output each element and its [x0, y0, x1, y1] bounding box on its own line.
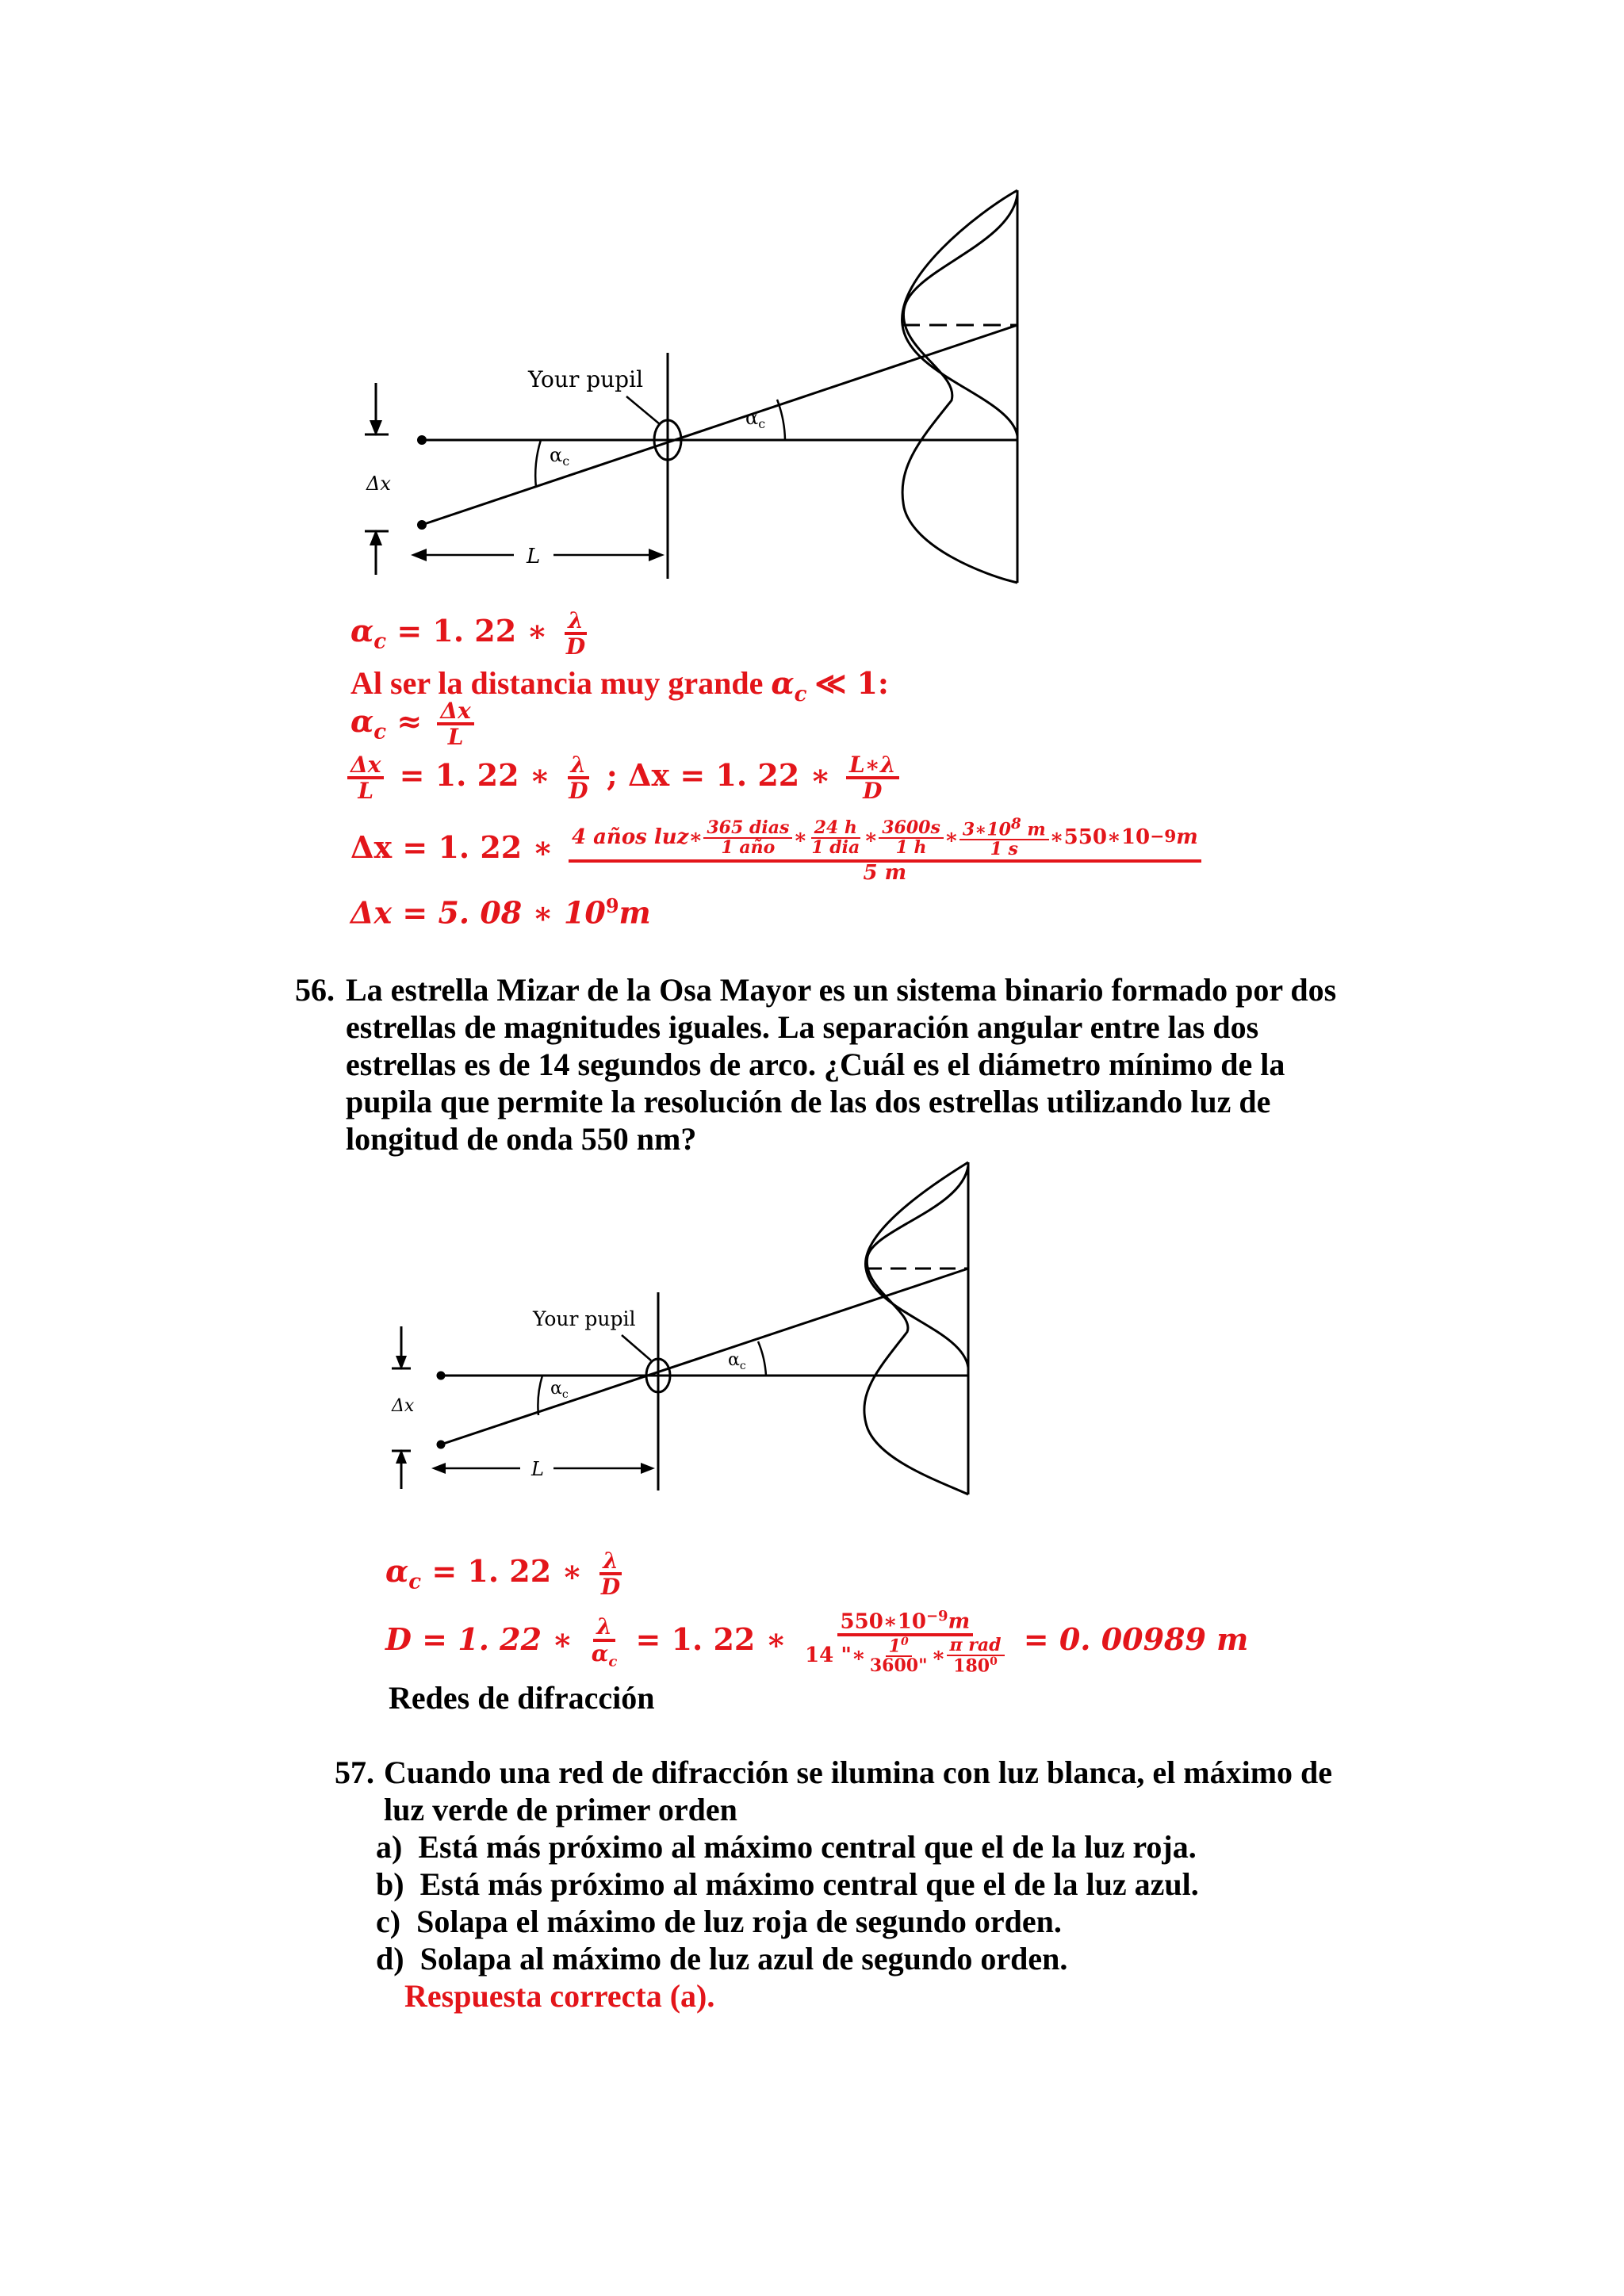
dx-label: Δx	[366, 473, 391, 495]
sol55-line2: Al ser la distancia muy grande $\alpha_c$ ≪ 1:	[350, 665, 889, 706]
L-label-2: L	[531, 1458, 544, 1480]
dx-label-2: Δx	[392, 1396, 415, 1416]
svg-text:αc: $\alpha_c$	[745, 407, 766, 431]
svg-text:αc: $\alpha_c$	[728, 1350, 746, 1372]
slanted-ray	[422, 325, 1017, 525]
sol55-line1: $\alpha_c = 1$. 22 ∗ $\frac{\lambda}{D}$	[350, 607, 586, 660]
sol55-line5: Δx = 1. 22 ∗ 4 años luz∗ $\frac{\text{365 dias}}{\text{1 año}}$ ∗ $\frac{24 h}{\text{1 dia}}$ ∗ $\frac{3600s}{1 h}$ ∗ $\frac{3∗10^8 m}{1 s}$ ∗550∗10 −9 m 5 m	[350, 817, 1206, 884]
svg-text:αc: $\alpha_c$	[550, 1379, 569, 1401]
option-c: c) Solapa el máximo de luz roja de segundo orden.	[376, 1904, 1062, 1939]
sol56-line2: D = 1. 22 ∗ $\frac{\lambda}{\alpha_c}$ = 1. 22 ∗ $550∗10^{-9}m$ 14 "∗ $\frac{1^0}{3600"}$ ∗ $\frac{\text{π rad}}{180^0}$ = 0. 00989 m	[385, 1608, 1249, 1677]
pupil-label: Your pupil	[528, 366, 644, 392]
section-title-redes: Redes de difracción	[389, 1680, 655, 1716]
sol55-line6: Δx = 5. 08 ∗ $10^9m$	[350, 894, 651, 931]
option-d: d) Solapa al máximo de luz azul de segundo orden.	[376, 1941, 1068, 1976]
document-page: Your pupil $\alpha_c$ $\alpha_c$ Δx L $\alpha_c = 1$. 22 ∗ $\frac{\lambda}{D}$ Al ser la distancia muy grande $\alpha_c$ ≪ 1: $\alpha_c$ ≈ $\frac{\Delta x}{L}$ $\frac{\Delta x}{L}$ = 1. 22 ∗ $\frac{\lambda}{D}$ ; Δx = 1. 22 ∗ $\frac{L∗\lambda}{D}$ Δx = 1. 22 ∗ 4 años luz∗ $\frac{\text{365 dias}}{\text{1 año}}$ ∗ $\frac{24 h}{\text{1 dia}}$ ∗ $\frac{3600s}{1 h}$ ∗ $\frac{3∗10^8 m}{1 s}$ ∗550∗10 −9 m 5 m Δx = 5. 08 ∗ $10^9m$ 56. La estrella Mizar de la Osa Mayor es un sistema binario formado por dos estrellas de magnitudes iguales. La separación angular entre las dos estrellas es de 14 segundos de arco. ¿Cuál es el diámetro mínimo de la pupila que permite la resolución de las dos estrellas utilizando luz de longitud de onda 550 nm? Your pupil $\alpha_c$ $\alpha_c$ Δx L $\alpha_c = 1$. 22 ∗ $\frac{\lambda}{D}$ D = 1. 22 ∗ $\frac{\lambda}{\alpha_c}$ = 1. 22 ∗ $550∗10^{-9}m$ 14 "∗ $\frac{1^0}{3600"}$ ∗ $\frac{\text{π rad}}{180^0}$ = 0. 00989 m Redes de difracción 57. Cuando una red de difracción se ilumina con luz blanca, el máximo de luz verde de primer orden a) Está más próximo al máximo central que el de la luz roja. b) Está más próximo al máximo central que el de la luz azul. c) Solapa el máximo de luz roja de segundo orden. d) Solapa al máximo de luz azul de segundo orden. Respuesta correcta (a).	[0, 0, 1624, 2296]
sol55-line4: $\frac{\Delta x}{L}$ = 1. 22 ∗ $\frac{\lambda}{D}$ ; Δx = 1. 22 ∗ $\frac{L∗\lambda}{D}$	[347, 753, 904, 803]
L-label: L	[527, 545, 541, 568]
resolution-diagram-1	[349, 182, 1047, 587]
answer-57: Respuesta correcta (a).	[404, 1978, 715, 2014]
option-a: a) Está más próximo al máximo central que el de la luz roja.	[376, 1829, 1197, 1865]
svg-text:αc: $\alpha_c$	[550, 444, 570, 469]
pupil-label-2: Your pupil	[533, 1307, 636, 1330]
sol56-line1: $\alpha_c = 1$. 22 ∗ $\frac{\lambda}{D}$	[385, 1548, 621, 1601]
option-b: b) Está más próximo al máximo central que el de la luz azul.	[376, 1866, 1199, 1902]
resolution-diagram-2	[384, 1158, 986, 1506]
lower-diffraction-curve	[902, 194, 1017, 583]
sol55-line3: $\alpha_c$ ≈ $\frac{\Delta x}{L}$	[350, 699, 479, 749]
